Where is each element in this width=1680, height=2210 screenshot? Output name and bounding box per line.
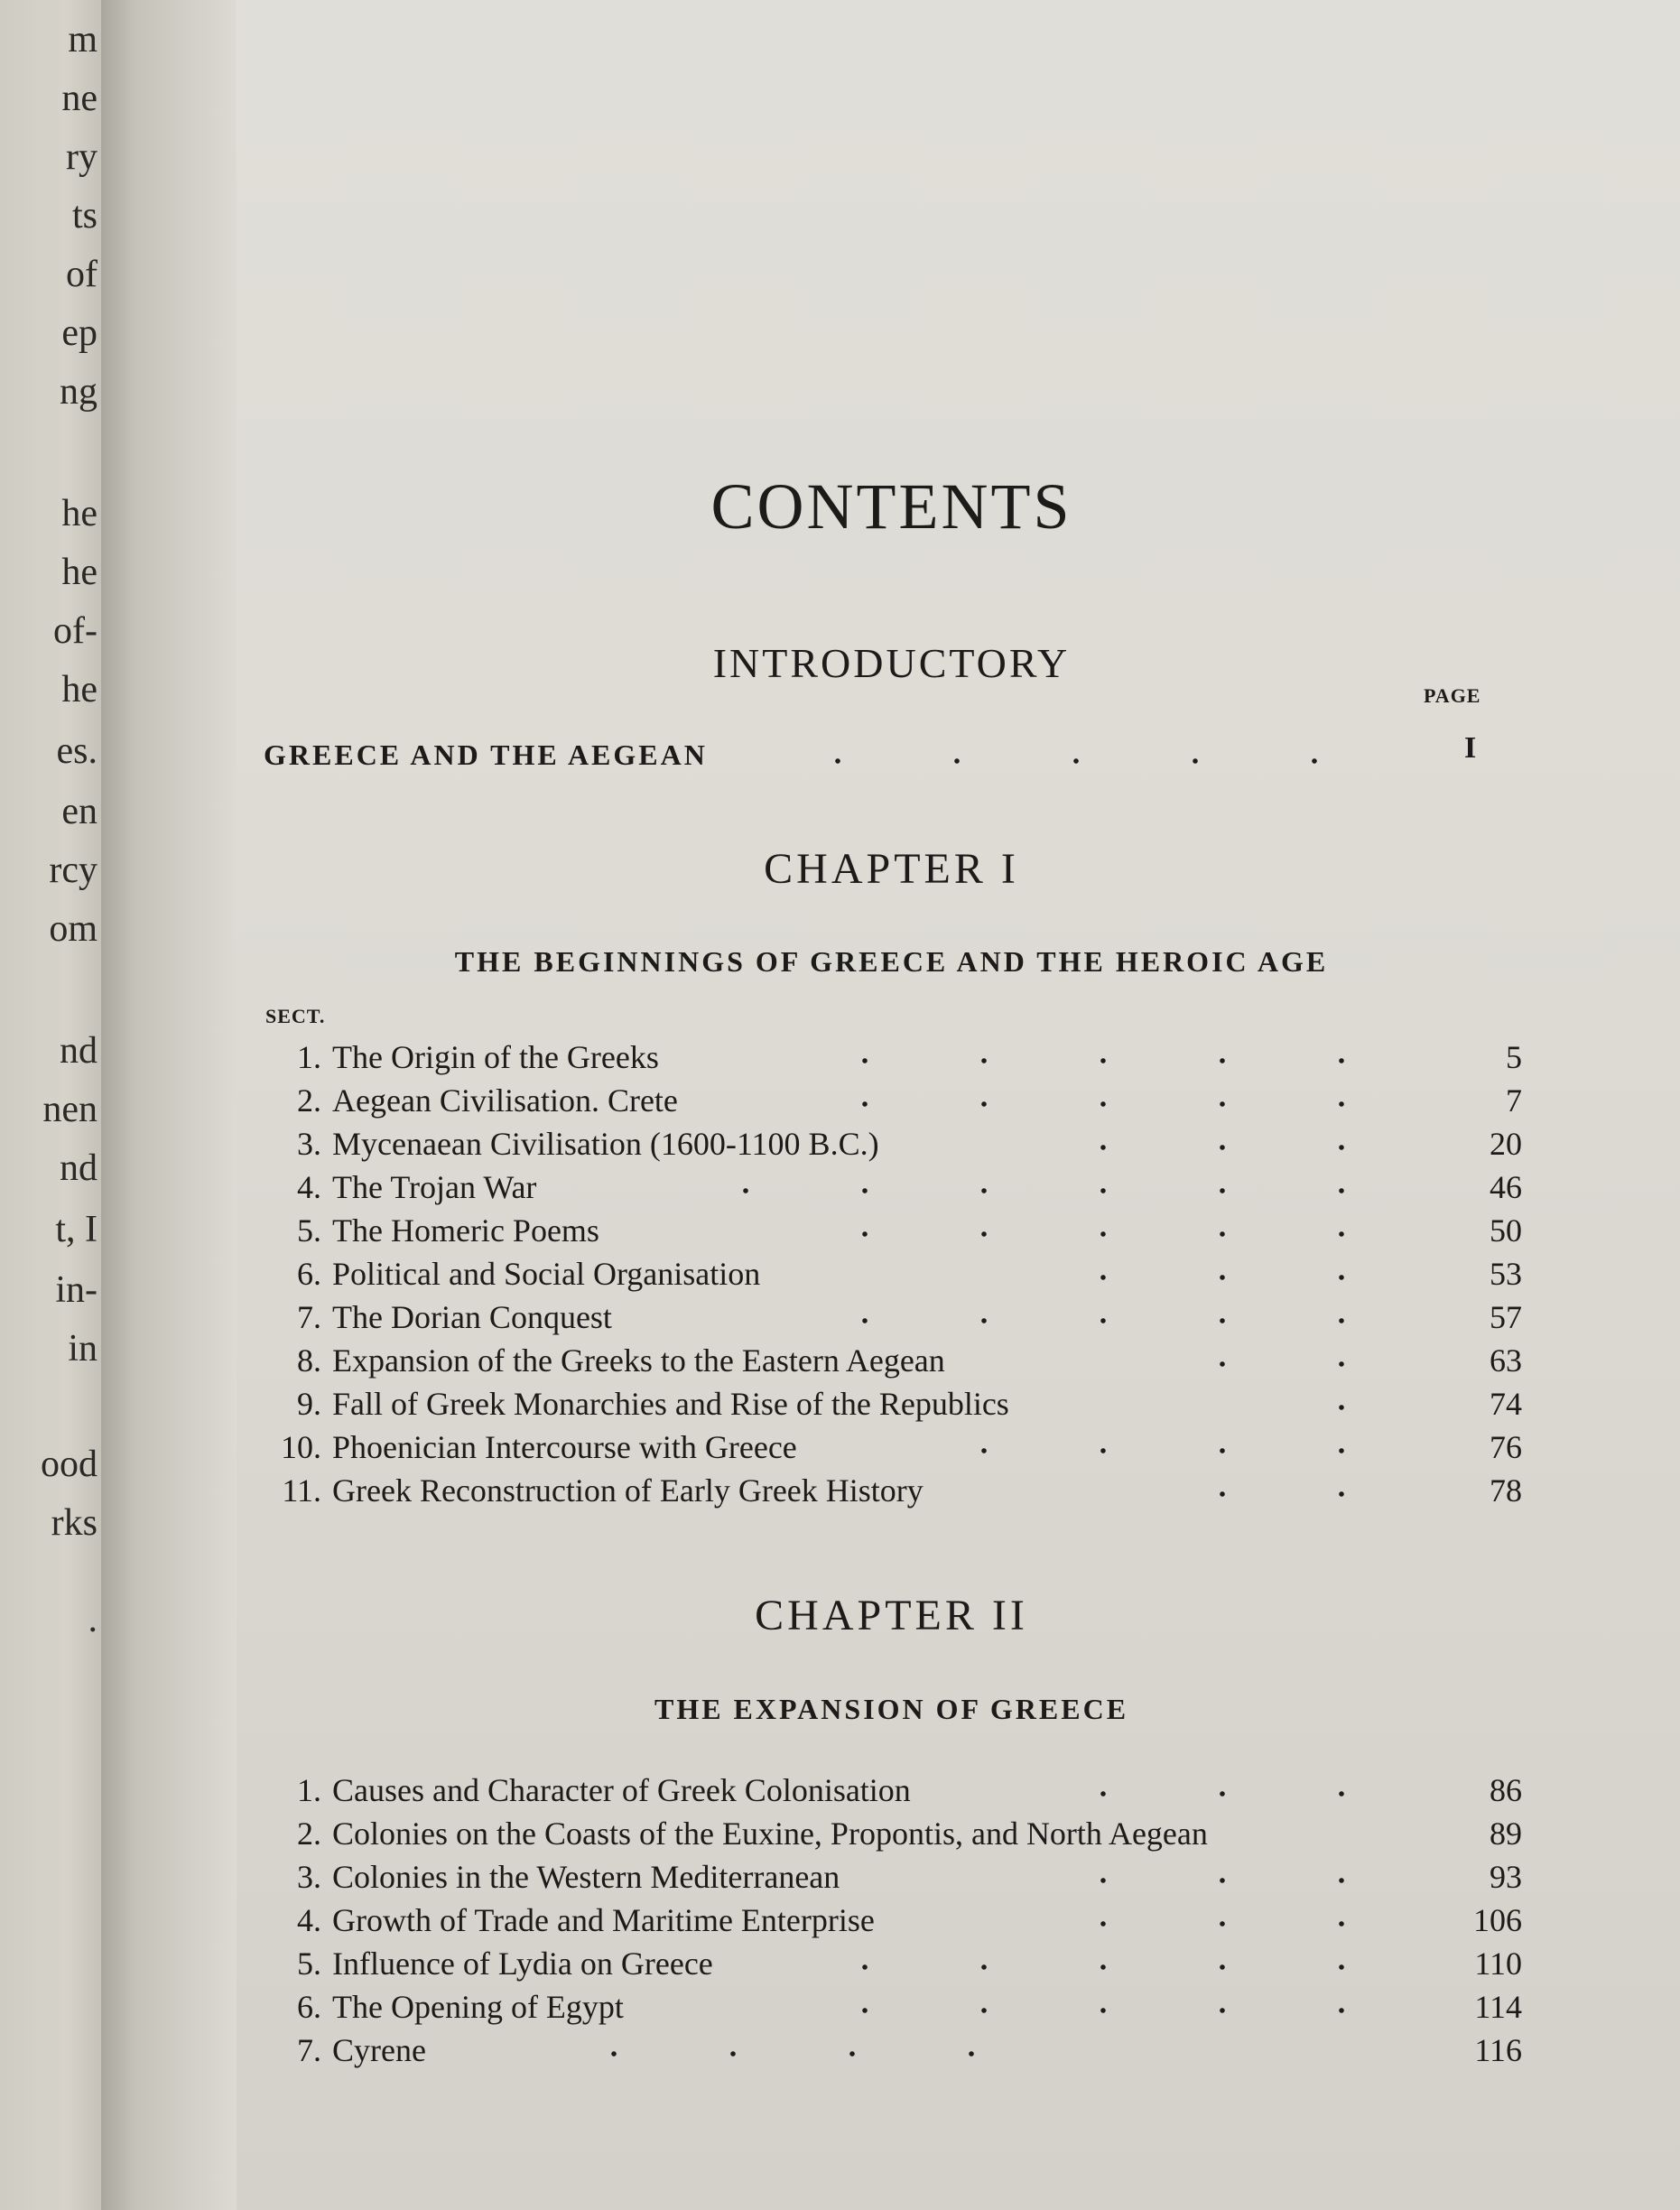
toc-entry[interactable] bbox=[264, 1901, 1545, 1943]
section-number: 5. bbox=[297, 1212, 321, 1249]
left-page-fragment: nd bbox=[60, 1030, 97, 1072]
leader-dots bbox=[697, 1188, 1401, 1193]
section-title: Colonies on the Coasts of the Euxine, Propontis, and North Aegean bbox=[332, 1815, 1208, 1852]
section-number: 3. bbox=[297, 1126, 321, 1162]
page-number: 89 bbox=[1490, 1815, 1522, 1852]
toc-entry[interactable] bbox=[264, 1385, 1545, 1426]
section-number: 4. bbox=[297, 1169, 321, 1205]
page-number: 106 bbox=[1473, 1902, 1522, 1938]
page-number: 46 bbox=[1490, 1169, 1522, 1205]
left-page-fragment: ep bbox=[61, 312, 97, 354]
chapter-2-subtitle: THE EXPANSION OF GREECE bbox=[654, 1693, 1129, 1725]
left-facing-page bbox=[0, 0, 108, 2210]
toc-entry[interactable] bbox=[264, 1988, 1545, 2029]
chapter-1-title: CHAPTER I bbox=[764, 845, 1019, 893]
left-page-fragment: t, I bbox=[55, 1209, 97, 1250]
toc-entry[interactable] bbox=[264, 1472, 1545, 1513]
toc-entry[interactable] bbox=[264, 1342, 1545, 1383]
leader-dots bbox=[823, 1318, 1401, 1323]
page-number: 110 bbox=[1474, 1945, 1522, 1982]
book-gutter bbox=[101, 0, 237, 2210]
section-title: Colonies in the Western Mediterranean bbox=[332, 1859, 840, 1895]
toc-entry[interactable] bbox=[264, 1255, 1545, 1296]
toc-entry[interactable] bbox=[264, 1125, 1545, 1166]
leader-dots bbox=[823, 1101, 1401, 1107]
section-column-header: SECT. bbox=[265, 1005, 326, 1027]
left-page-fragment: of- bbox=[53, 610, 97, 652]
left-page-fragment: of bbox=[66, 254, 97, 295]
page-number: 74 bbox=[1490, 1386, 1522, 1422]
section-number: 6. bbox=[297, 1256, 321, 1292]
section-number: 1. bbox=[297, 1039, 321, 1075]
toc-entry[interactable] bbox=[264, 1428, 1545, 1470]
section-title: The Dorian Conquest bbox=[332, 1299, 612, 1335]
page-number: 5 bbox=[1506, 1039, 1522, 1075]
left-page-fragment: he bbox=[61, 552, 97, 593]
leader-dots bbox=[805, 2008, 1401, 2013]
section-number: 6. bbox=[297, 1989, 321, 2025]
section-number: 11. bbox=[282, 1472, 321, 1509]
page-number: 53 bbox=[1490, 1256, 1522, 1292]
section-number: 7. bbox=[297, 1299, 321, 1335]
section-number: 9. bbox=[297, 1386, 321, 1422]
contents-page bbox=[237, 0, 1680, 2210]
section-number: 7. bbox=[297, 2032, 321, 2068]
leader-dots bbox=[580, 2051, 1031, 2057]
page-number: 116 bbox=[1474, 2032, 1522, 2068]
section-title: Expansion of the Greeks to the Eastern Aegean bbox=[332, 1342, 945, 1379]
toc-entry[interactable] bbox=[264, 1168, 1545, 1210]
section-title: Growth of Trade and Maritime Enterprise bbox=[332, 1902, 875, 1938]
toc-entry[interactable] bbox=[264, 1298, 1545, 1340]
section-title: Aegean Civilisation. Crete bbox=[332, 1082, 678, 1119]
left-page-fragment: in- bbox=[55, 1269, 97, 1311]
section-number: 1. bbox=[297, 1772, 321, 1808]
section-title: The Opening of Egypt bbox=[332, 1989, 624, 2025]
page-number: 86 bbox=[1490, 1772, 1522, 1808]
section-title: Greek Reconstruction of Early Greek History bbox=[332, 1472, 924, 1509]
section-title: Mycenaean Civilisation (1600-1100 B.C.) bbox=[332, 1126, 879, 1162]
section-title: The Trojan War bbox=[332, 1169, 537, 1205]
page-number: 114 bbox=[1474, 1989, 1522, 2025]
left-page-fragment: rks bbox=[51, 1502, 97, 1544]
toc-entry[interactable] bbox=[264, 1815, 1545, 1856]
section-number: 2. bbox=[297, 1815, 321, 1852]
toc-entry[interactable] bbox=[264, 1038, 1545, 1080]
section-title: Phoenician Intercourse with Greece bbox=[332, 1429, 797, 1465]
leader-dots bbox=[914, 1448, 1401, 1453]
section-number: 10. bbox=[281, 1429, 321, 1465]
section-number: 4. bbox=[297, 1902, 321, 1938]
section-number: 8. bbox=[297, 1342, 321, 1379]
left-page-fragment: om bbox=[49, 908, 97, 950]
left-page-fragment: ry bbox=[66, 136, 97, 178]
section-title: Cyrene bbox=[332, 2032, 426, 2068]
toc-entry[interactable] bbox=[264, 1771, 1545, 1813]
toc-entry[interactable] bbox=[264, 2031, 1545, 2073]
leader-dots bbox=[1166, 1491, 1401, 1497]
page-number: 20 bbox=[1490, 1126, 1522, 1162]
leader-dots bbox=[1040, 1878, 1401, 1883]
introductory-entry-page: I bbox=[1464, 731, 1477, 765]
page-number: 7 bbox=[1506, 1082, 1522, 1119]
page-number: 57 bbox=[1490, 1299, 1522, 1335]
introductory-heading: INTRODUCTORY bbox=[712, 640, 1071, 686]
page-number: 78 bbox=[1490, 1472, 1522, 1509]
page-number: 93 bbox=[1490, 1859, 1522, 1895]
toc-entry[interactable] bbox=[264, 1858, 1545, 1899]
section-number: 5. bbox=[297, 1945, 321, 1982]
toc-entry[interactable] bbox=[264, 1082, 1545, 1123]
leader-dots bbox=[1040, 1921, 1401, 1927]
chapter-1-subtitle: THE BEGINNINGS OF GREECE AND THE HEROIC AGE bbox=[454, 945, 1329, 978]
section-title: The Homeric Poems bbox=[332, 1212, 599, 1249]
introductory-entry-title: GREECE AND THE AEGEAN bbox=[264, 738, 708, 771]
contents-title: CONTENTS bbox=[710, 470, 1072, 543]
leader-dots bbox=[1040, 1275, 1401, 1280]
section-title: The Origin of the Greeks bbox=[332, 1039, 659, 1075]
left-page-fragment: nd bbox=[60, 1147, 97, 1189]
chapter-2-title: CHAPTER II bbox=[755, 1592, 1028, 1639]
toc-entry[interactable] bbox=[264, 1945, 1545, 1986]
left-page-fragment: ne bbox=[61, 78, 97, 119]
section-title: Influence of Lydia on Greece bbox=[332, 1945, 713, 1982]
page-column-header: PAGE bbox=[1424, 684, 1481, 707]
leader-dots bbox=[796, 758, 1374, 764]
left-page-fragment: m bbox=[68, 19, 97, 60]
left-page-fragment: . bbox=[88, 1599, 97, 1640]
left-page-fragment: he bbox=[61, 669, 97, 710]
section-number: 3. bbox=[297, 1859, 321, 1895]
left-page-fragment: he bbox=[61, 493, 97, 534]
left-page-fragment: rcy bbox=[49, 850, 97, 891]
section-number: 2. bbox=[297, 1082, 321, 1119]
page-number: 76 bbox=[1490, 1429, 1522, 1465]
page-number: 63 bbox=[1490, 1342, 1522, 1379]
leader-dots bbox=[1076, 1791, 1401, 1797]
left-page-fragment: es. bbox=[56, 730, 97, 772]
leader-dots bbox=[1040, 1145, 1401, 1150]
page-number: 50 bbox=[1490, 1212, 1522, 1249]
leader-dots bbox=[1284, 1405, 1401, 1410]
left-page-fragment: ood bbox=[41, 1444, 97, 1485]
leader-dots bbox=[1383, 1834, 1401, 1840]
left-page-fragment: ng bbox=[60, 371, 97, 413]
section-title: Causes and Character of Greek Colonisation bbox=[332, 1772, 911, 1808]
toc-entry[interactable] bbox=[264, 1212, 1545, 1253]
leader-dots bbox=[823, 1058, 1401, 1063]
left-page-fragment: nen bbox=[42, 1089, 97, 1130]
section-title: Political and Social Organisation bbox=[332, 1256, 761, 1292]
leader-dots bbox=[823, 1231, 1401, 1237]
left-page-fragment: in bbox=[68, 1328, 97, 1370]
section-title: Fall of Greek Monarchies and Rise of the Republics bbox=[332, 1386, 1009, 1422]
leader-dots bbox=[823, 1964, 1401, 1970]
leader-dots bbox=[1166, 1361, 1401, 1367]
left-page-fragment: en bbox=[61, 791, 97, 832]
left-page-fragment: ts bbox=[71, 195, 97, 237]
